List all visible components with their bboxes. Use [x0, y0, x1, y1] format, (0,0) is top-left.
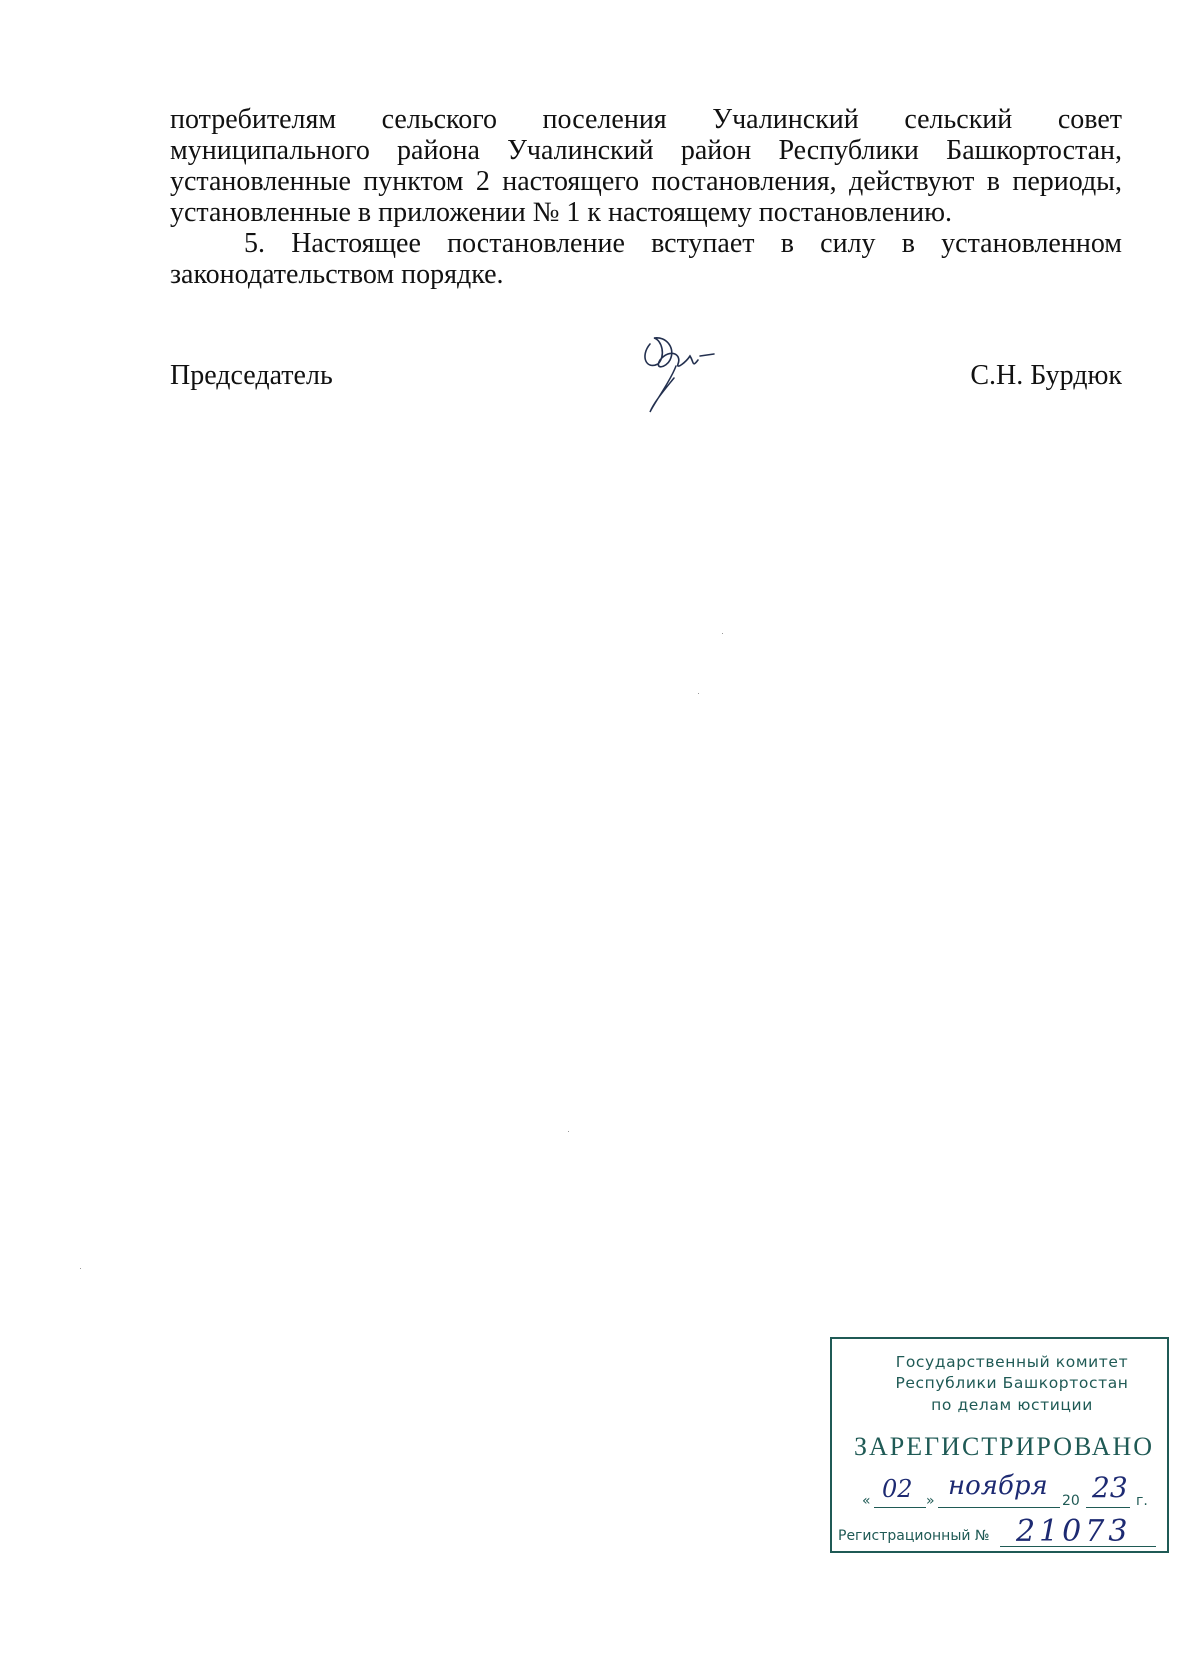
- date-year-mark: г.: [1136, 1493, 1148, 1509]
- stamp-org-line-1: Государственный комитет: [895, 1353, 1129, 1371]
- handwritten-signature: [636, 326, 726, 420]
- month-underline: [938, 1507, 1060, 1508]
- signatory-title: Председатель: [170, 360, 333, 391]
- stamp-date: [862, 1471, 1162, 1511]
- day-underline: [874, 1507, 926, 1508]
- stamp-status: ЗАРЕГИСТРИРОВАНО: [854, 1432, 1154, 1461]
- signatory-name: С.Н. Бурдюк: [970, 360, 1122, 391]
- year-underline: [1086, 1507, 1130, 1508]
- registration-label: Регистрационный №: [838, 1528, 990, 1544]
- date-open-quote: «: [862, 1493, 871, 1509]
- stamp-org-line-3: по делам юстиции: [931, 1396, 1093, 1414]
- date-year-suffix: 23: [1092, 1471, 1128, 1504]
- paragraph-5: 5. Настоящее постановление вступает в силу в установленном законодательством порядке.: [170, 228, 1122, 290]
- date-close-quote: »: [926, 1493, 935, 1509]
- document-body: [170, 104, 1122, 290]
- stamp-registration: [838, 1514, 1158, 1549]
- paragraph-continuation: потребителям сельского поселения Учалинский сельский совет муниципального района Учалинский район Республики Башкортостан, установленные пунктом 2 настоящего постановления, действуют в периоды, установленные в приложении № 1 к настоящему постановлению.: [170, 104, 1122, 228]
- registration-stamp: [830, 1337, 1169, 1553]
- date-month: ноября: [948, 1471, 1048, 1501]
- date-day: 02: [882, 1475, 913, 1503]
- registration-number: 21073: [1016, 1514, 1132, 1549]
- stamp-org-line-2: Республики Башкортостан: [895, 1374, 1129, 1392]
- date-year-prefix: 20: [1062, 1493, 1080, 1509]
